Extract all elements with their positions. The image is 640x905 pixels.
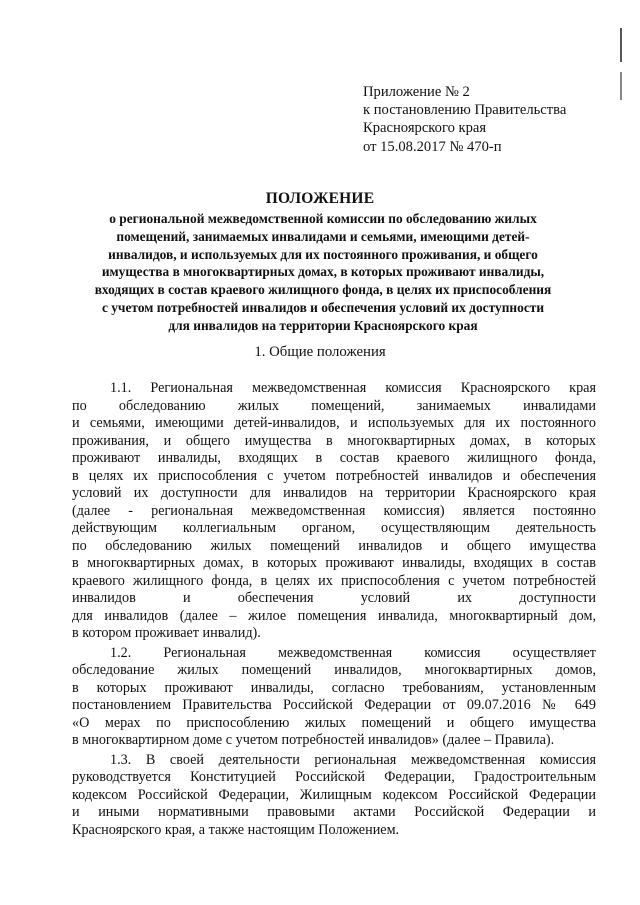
scan-edge-mark: [620, 72, 622, 100]
scan-edge-mark: [620, 28, 622, 62]
paragraph-line: по обследованию жилых помещений, занимаемых инвалидами: [72, 397, 596, 414]
document-title: ПОЛОЖЕНИЕ: [265, 190, 375, 207]
appendix-line: Красноярского края: [363, 120, 487, 137]
paragraph-1-3: [72, 752, 596, 840]
paragraph-line: инвалидов и обеспечения условий их доступности: [72, 590, 596, 606]
paragraph-line: проживают инвалиды, входящих в состав краевого жилищного фонда,: [72, 450, 596, 466]
paragraph-line: в многоквартирных домах, в которых проживают инвалиды, входящих в состав: [72, 555, 596, 571]
section-heading: 1. Общие положения: [254, 344, 386, 360]
subtitle-line: инвалидов, и используемых для их постоянного проживания, и общего: [108, 246, 538, 262]
subtitle-line: с учетом потребностей инвалидов и обеспечения условий их доступности: [101, 299, 545, 315]
paragraph-line: 1.1. Региональная межведомственная комиссия Красноярского края: [110, 380, 596, 396]
paragraph-line: в многоквартирном доме с учетом потребностей инвалидов» (далее – Правила).: [72, 732, 555, 748]
paragraph-1-2: [72, 645, 596, 750]
appendix-header: [363, 83, 566, 156]
paragraph-line: в целях их приспособления с учетом потребностей инвалидов и обеспечения: [72, 467, 596, 484]
paragraph-line: обследование жилых помещений инвалидов, многоквартирных домов,: [72, 662, 596, 678]
appendix-line: к постановлению Правительства: [363, 102, 567, 119]
subtitle-line: имущества в многоквартирных домах, в которых проживают инвалиды,: [101, 264, 545, 280]
paragraph-line: краевого жилищного фонда, в целях их приспособления с учетом потребностей: [72, 572, 596, 589]
subtitle-line: о региональной межведомственной комиссии по обследованию жилых: [109, 211, 537, 226]
paragraph-line: проживания, и общего имущества в многоквартирных домах, в которых: [72, 432, 596, 449]
paragraph-line: и иными нормативными правовыми актами Российской Федерации и: [72, 804, 596, 820]
paragraph-line: по обследованию жилых помещений инвалидов и общего имущества: [72, 537, 596, 554]
paragraph-line: 1.2. Региональная межведомственная комиссия осуществляет: [110, 644, 596, 661]
paragraph-line: постановлением Правительства Российской Федерации от 09.07.2016 № 649: [72, 697, 596, 713]
paragraph-line: для инвалидов (далее – жилое помещения инвалида, многоквартирный дом,: [72, 607, 596, 624]
document-subtitle: [58, 210, 588, 335]
subtitle-line: для инвалидов на территории Красноярского края: [168, 317, 478, 333]
paragraph-line: действующим коллегиальным органом, осуществляющим деятельность: [72, 520, 596, 536]
paragraph-line: «О мерах по приспособлению жилых помещений и общего имущества: [72, 714, 596, 731]
paragraph-line: кодексом Российской Федерации, Жилищным кодексом Российской Федерации: [72, 786, 596, 803]
subtitle-line: помещений, занимаемых инвалидами и семьями, имеющими детей-: [116, 228, 530, 244]
paragraph-line: в котором проживает инвалид).: [72, 625, 261, 641]
appendix-line: Приложение № 2: [363, 84, 470, 100]
paragraph-line: и семьями, имеющими детей-инвалидов, и используемых для их постоянного: [72, 415, 596, 431]
paragraph-line: в которых проживают инвалиды, согласно требованиям, установленным: [72, 679, 596, 696]
paragraph-1-1: [72, 380, 596, 643]
paragraph-line: руководствуется Конституцией Российской Федерации, Градостроительным: [72, 769, 596, 785]
paragraph-line: (далее - региональная межведомственная комиссия) является постоянно: [72, 502, 596, 519]
subtitle-line: входящих в состав краевого жилищного фонда, в целях их приспособления: [94, 282, 552, 298]
appendix-line: от 15.08.2017 № 470-п: [363, 138, 502, 155]
paragraph-line: Красноярского края, а также настоящим Положением.: [72, 821, 400, 838]
paragraph-line: условий их доступности для инвалидов на территории Красноярского края: [72, 485, 596, 501]
paragraph-line: 1.3. В своей деятельности региональная межведомственная комиссия: [110, 751, 596, 768]
document-body: [72, 380, 596, 839]
